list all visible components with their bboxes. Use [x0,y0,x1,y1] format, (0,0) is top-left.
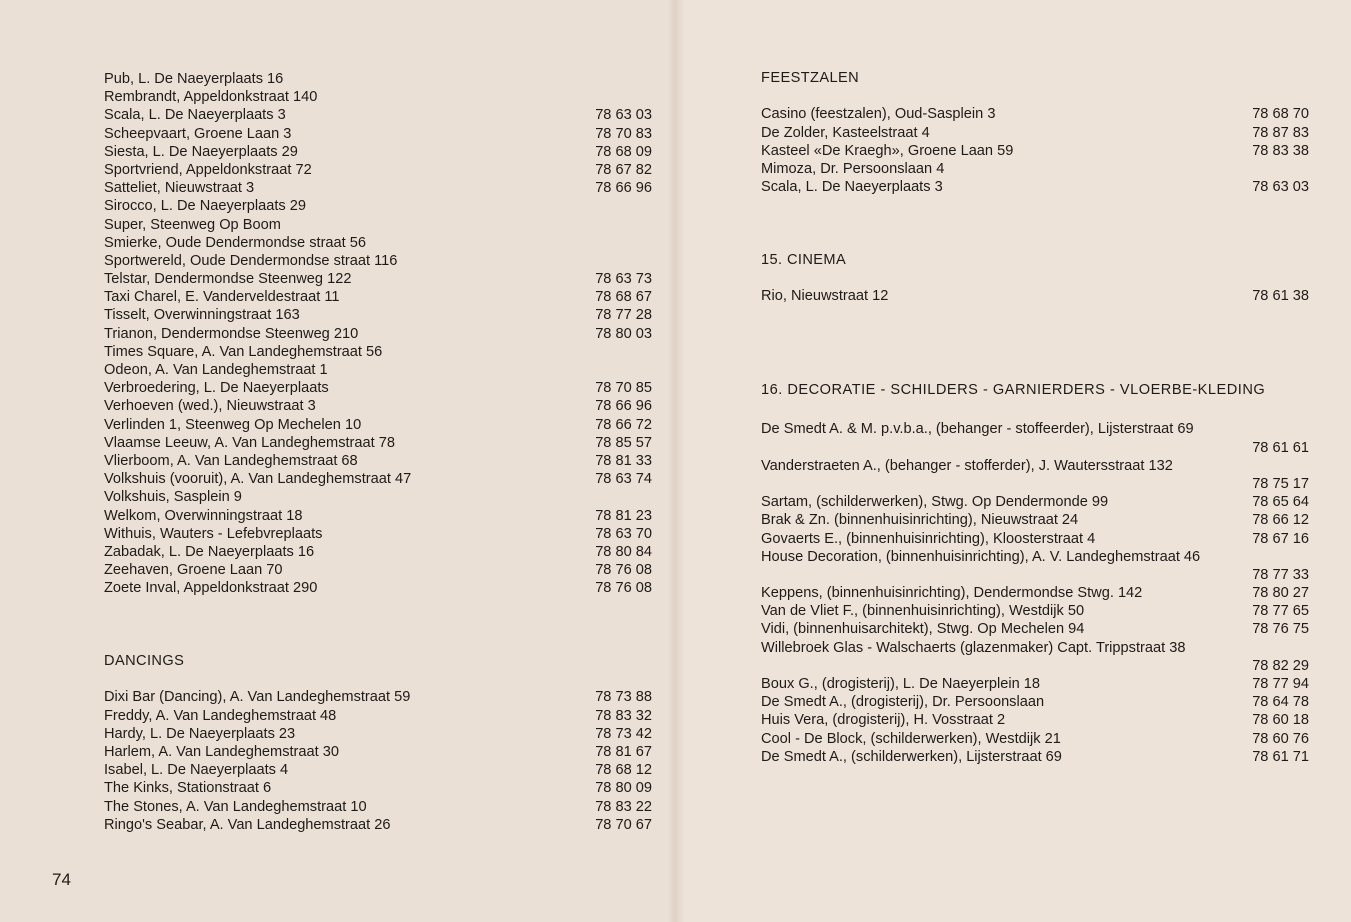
dancing-entry [104,798,652,816]
entry-phone: 78 67 82 [595,161,652,178]
entry-name: Super, Steenweg Op Boom [104,216,281,233]
entry-phone: 78 61 61 [1252,439,1309,456]
left-entry [104,397,652,415]
left-entry [104,434,652,452]
entry-name: Sportwereld, Oude Dendermondse straat 116 [104,252,398,269]
left-entry [104,161,652,179]
left-entry [104,507,652,525]
entry-name: Mimoza, Dr. Persoonslaan 4 [761,160,945,177]
feestzalen-list [761,105,1309,196]
entry-phone: 78 65 64 [1252,494,1309,511]
left-entry [104,343,652,361]
entry-phone: 78 73 88 [595,689,652,706]
entry-phone: 78 70 83 [595,125,652,142]
entry-phone: 78 81 23 [595,507,652,524]
entry-name: House Decoration, (binnenhuisinrichting), A. V. Landeghemstraat 46 [761,548,1201,565]
left-entry [104,252,652,270]
entry-phone: 78 70 67 [595,816,652,833]
entry-phone: 78 64 78 [1252,694,1309,711]
entry-phone: 78 87 83 [1252,124,1309,141]
entry-phone: 78 63 73 [595,271,652,288]
entry-name: The Kinks, Stationstraat 6 [104,780,272,797]
entry-phone: 78 77 65 [1252,603,1309,620]
entry-phone: 78 68 12 [595,762,652,779]
entry-name: Van de Vliet F., (binnenhuisinrichting), Westdijk 50 [761,603,1085,620]
entry-phone: 78 63 03 [1252,179,1309,196]
entry-name: Rembrandt, Appeldonkstraat 140 [104,89,318,106]
entry-phone: 78 80 09 [595,780,652,797]
entry-phone: 78 63 03 [595,107,652,124]
right-column [761,69,1309,766]
entry-name: Zeehaven, Groene Laan 70 [104,562,283,579]
entry-phone: 78 83 38 [1252,142,1309,159]
feestzaal-entry [761,160,1309,178]
entry-name: Govaerts E., (binnenhuisinrichting), Kloosterstraat 4 [761,530,1096,547]
left-entry [104,288,652,306]
entry-phone: 78 68 70 [1252,106,1309,123]
left-entry [104,543,652,561]
entry-phone: 78 77 94 [1252,676,1309,692]
entry-name: Huis Vera, (drogisterij), H. Vosstraat 2 [761,712,1006,729]
entry-phone: 78 80 27 [1252,585,1309,602]
decoratie-entry [761,530,1309,548]
decoratie-entry [761,511,1309,529]
left-entry [104,270,652,288]
left-entry [104,525,652,543]
book-fold [668,0,684,922]
entry-phone: 78 76 75 [1252,621,1309,638]
entry-name: Casino (feestzalen), Oud-Sasplein 3 [761,106,996,123]
entry-name: Telstar, Dendermondse Steenweg 122 [104,271,352,288]
entry-phone: 78 63 70 [595,525,652,542]
entry-name: Verlinden 1, Steenweg Op Mechelen 10 [104,416,362,433]
decoratie-entry [761,639,1309,657]
entry-phone: 78 81 33 [595,452,652,469]
dancing-entry [104,779,652,797]
entry-name: Taxi Charel, E. Vanderveldestraat 11 [104,289,340,306]
page-number: 74 [52,870,71,889]
entry-name: Dixi Bar (Dancing), A. Van Landeghemstraat 59 [104,689,411,706]
entry-phone: 78 70 85 [595,380,652,397]
left-entry [104,579,652,597]
left-entry [104,234,652,252]
entry-phone: 78 67 16 [1252,530,1309,547]
decoratie-entry [761,584,1309,602]
entry-name: Tisselt, Overwinningstraat 163 [104,307,300,324]
entry-name: Vidi, (binnenhuisarchitekt), Stwg. Op Mechelen 94 [761,621,1085,638]
entry-name: Withuis, Wauters - Lefebvreplaats [104,525,323,542]
dancing-entry [104,707,652,725]
entry-phone: 78 80 03 [595,325,652,342]
entry-name: Vlaamse Leeuw, A. Van Landeghemstraat 78 [104,434,395,451]
decoratie-entry [761,420,1309,438]
dancing-entry [104,725,652,743]
entry-name: Cool - De Block, (schilderwerken), Westdijk 21 [761,730,1061,747]
decoratie-entry [761,457,1309,475]
entry-name: Rio, Nieuwstraat 12 [761,288,889,305]
entry-name: De Zolder, Kasteelstraat 4 [761,124,930,141]
left-entry [104,325,652,343]
dancing-entry [104,743,652,761]
entry-phone: 78 75 17 [1252,475,1309,492]
left-entry [104,379,652,397]
entry-name: Harlem, A. Van Landeghemstraat 30 [104,743,339,760]
left-entry [104,179,652,197]
left-entry [104,416,652,434]
entry-name: Volkshuis, Sasplein 9 [104,489,242,506]
decoratie-heading: 16. DECORATIE - SCHILDERS - GARNIERDERS - VLOERBE-KLEDING [761,382,1266,399]
decoratie-entry [761,620,1309,638]
dancings-list [104,688,652,834]
dancing-entry [104,761,652,779]
entry-phone: 78 60 76 [1252,730,1309,747]
decoratie-entry [761,693,1309,711]
left-entry [104,143,652,161]
entry-name: Trianon, Dendermondse Steenweg 210 [104,325,359,342]
entry-name: Freddy, A. Van Landeghemstraat 48 [104,707,337,724]
entry-name: Vlierboom, A. Van Landeghemstraat 68 [104,452,358,469]
decoratie-entry [761,748,1309,766]
entry-name: Smierke, Oude Dendermondse straat 56 [104,234,367,251]
entry-phone: 78 60 18 [1252,712,1309,729]
decoratie-list [761,420,1309,766]
entry-name: Keppens, (binnenhuisinrichting), Dendermondse Stwg. 142 [761,585,1143,602]
entry-name: Verbroedering, L. De Naeyerplaats [104,380,329,397]
entry-name: Hardy, L. De Naeyerplaats 23 [104,725,296,742]
entry-phone: 78 76 08 [595,562,652,579]
entry-phone: 78 76 08 [595,580,652,597]
entry-phone: 78 85 57 [595,434,652,451]
entry-name: Sirocco, L. De Naeyerplaats 29 [104,198,306,215]
entry-name: Odeon, A. Van Landeghemstraat 1 [104,362,328,378]
cinema-entry [761,287,1309,305]
feestzalen-heading: FEESTZALEN [761,70,860,86]
cinema-heading: 15. CINEMA [761,251,847,268]
decoratie-entry [761,439,1309,457]
entry-phone: 78 66 12 [1252,512,1309,529]
entry-phone: 78 61 71 [1252,748,1309,765]
decoratie-entry [761,730,1309,748]
entry-name: Zabadak, L. De Naeyerplaats 16 [104,543,315,560]
entry-name: De Smedt A., (schilderwerken), Lijsterstraat 69 [761,748,1062,765]
entry-name: Verhoeven (wed.), Nieuwstraat 3 [104,398,316,415]
entry-name: Isabel, L. De Naeyerplaats 4 [104,762,289,779]
dancing-entry [104,816,652,834]
entry-phone: 78 80 84 [595,543,652,560]
decoratie-entry [761,657,1309,675]
left-entry [104,197,652,215]
feestzaal-entry [761,142,1309,160]
decoratie-entry [761,566,1309,584]
entry-name: Willebroek Glas - Walschaerts (glazenmaker) Capt. Trippstraat 38 [761,639,1186,656]
entry-name: The Stones, A. Van Landeghemstraat 10 [104,798,367,815]
entry-name: Welkom, Overwinningstraat 18 [104,507,303,524]
decoratie-entry [761,675,1309,693]
entry-phone: 78 82 29 [1252,657,1309,674]
left-entry [104,125,652,143]
feestzaal-entry [761,178,1309,196]
entry-name: Scala, L. De Naeyerplaats 3 [104,107,286,124]
dancing-entry [104,688,652,706]
entry-name: Pub, L. De Naeyerplaats 16 [104,71,284,87]
entry-name: De Smedt A., (drogisterij), Dr. Persoonslaan [761,694,1045,711]
decoratie-entry [761,602,1309,620]
decoratie-entry [761,548,1309,566]
entry-phone: 78 68 67 [595,289,652,306]
entry-name: Ringo's Seabar, A. Van Landeghemstraat 26 [104,816,391,833]
entry-name: Scheepvaart, Groene Laan 3 [104,125,292,142]
entry-name: Siesta, L. De Naeyerplaats 29 [104,143,298,160]
entry-name: Vanderstraeten A., (behanger - stofferder), J. Wautersstraat 132 [761,457,1173,474]
entry-phone: 78 63 74 [595,471,652,488]
entry-phone: 78 66 72 [595,416,652,433]
entry-name: Scala, L. De Naeyerplaats 3 [761,179,943,196]
left-entry [104,70,652,88]
entry-name: Kasteel «De Kraegh», Groene Laan 59 [761,142,1014,159]
entry-name: Boux G., (drogisterij), L. De Naeyerplein 18 [761,676,1041,692]
entry-phone: 78 83 32 [595,707,652,724]
decoratie-entry [761,475,1309,493]
entry-phone: 78 77 33 [1252,566,1309,583]
left-column [104,70,652,834]
left-entry [104,488,652,506]
entry-phone: 78 61 38 [1252,288,1309,305]
entry-name: Volkshuis (vooruit), A. Van Landeghemstraat 47 [104,471,412,488]
left-entry [104,88,652,106]
dancings-heading: DANCINGS [104,653,185,669]
entry-name: Sartam, (schilderwerken), Stwg. Op Dendermonde 99 [761,494,1109,511]
entry-name: Times Square, A. Van Landeghemstraat 56 [104,343,383,360]
left-entry [104,106,652,124]
entry-name: Zoete Inval, Appeldonkstraat 290 [104,580,318,597]
entry-name: Sportvriend, Appeldonkstraat 72 [104,161,312,178]
cinema-list [761,287,1309,305]
feestzaal-entry [761,124,1309,142]
left-entry [104,452,652,470]
entry-phone: 78 77 28 [595,307,652,324]
entry-phone: 78 66 96 [595,180,652,197]
decoratie-entry [761,711,1309,729]
entry-phone: 78 73 42 [595,725,652,742]
left-entry [104,216,652,234]
entry-phone: 78 83 22 [595,798,652,815]
left-entry [104,561,652,579]
left-entry [104,470,652,488]
decoratie-entry [761,493,1309,511]
entry-phone: 78 66 96 [595,398,652,415]
entry-phone: 78 68 09 [595,143,652,160]
feestzaal-entry [761,105,1309,123]
entry-name: Satteliet, Nieuwstraat 3 [104,180,255,197]
entry-phone: 78 81 67 [595,743,652,760]
cafe-list [104,70,652,597]
entry-name: De Smedt A. & M. p.v.b.a., (behanger - stoffeerder), Lijsterstraat 69 [761,421,1194,438]
entry-name: Brak & Zn. (binnenhuisinrichting), Nieuwstraat 24 [761,512,1079,529]
left-entry [104,361,652,379]
left-entry [104,306,652,324]
